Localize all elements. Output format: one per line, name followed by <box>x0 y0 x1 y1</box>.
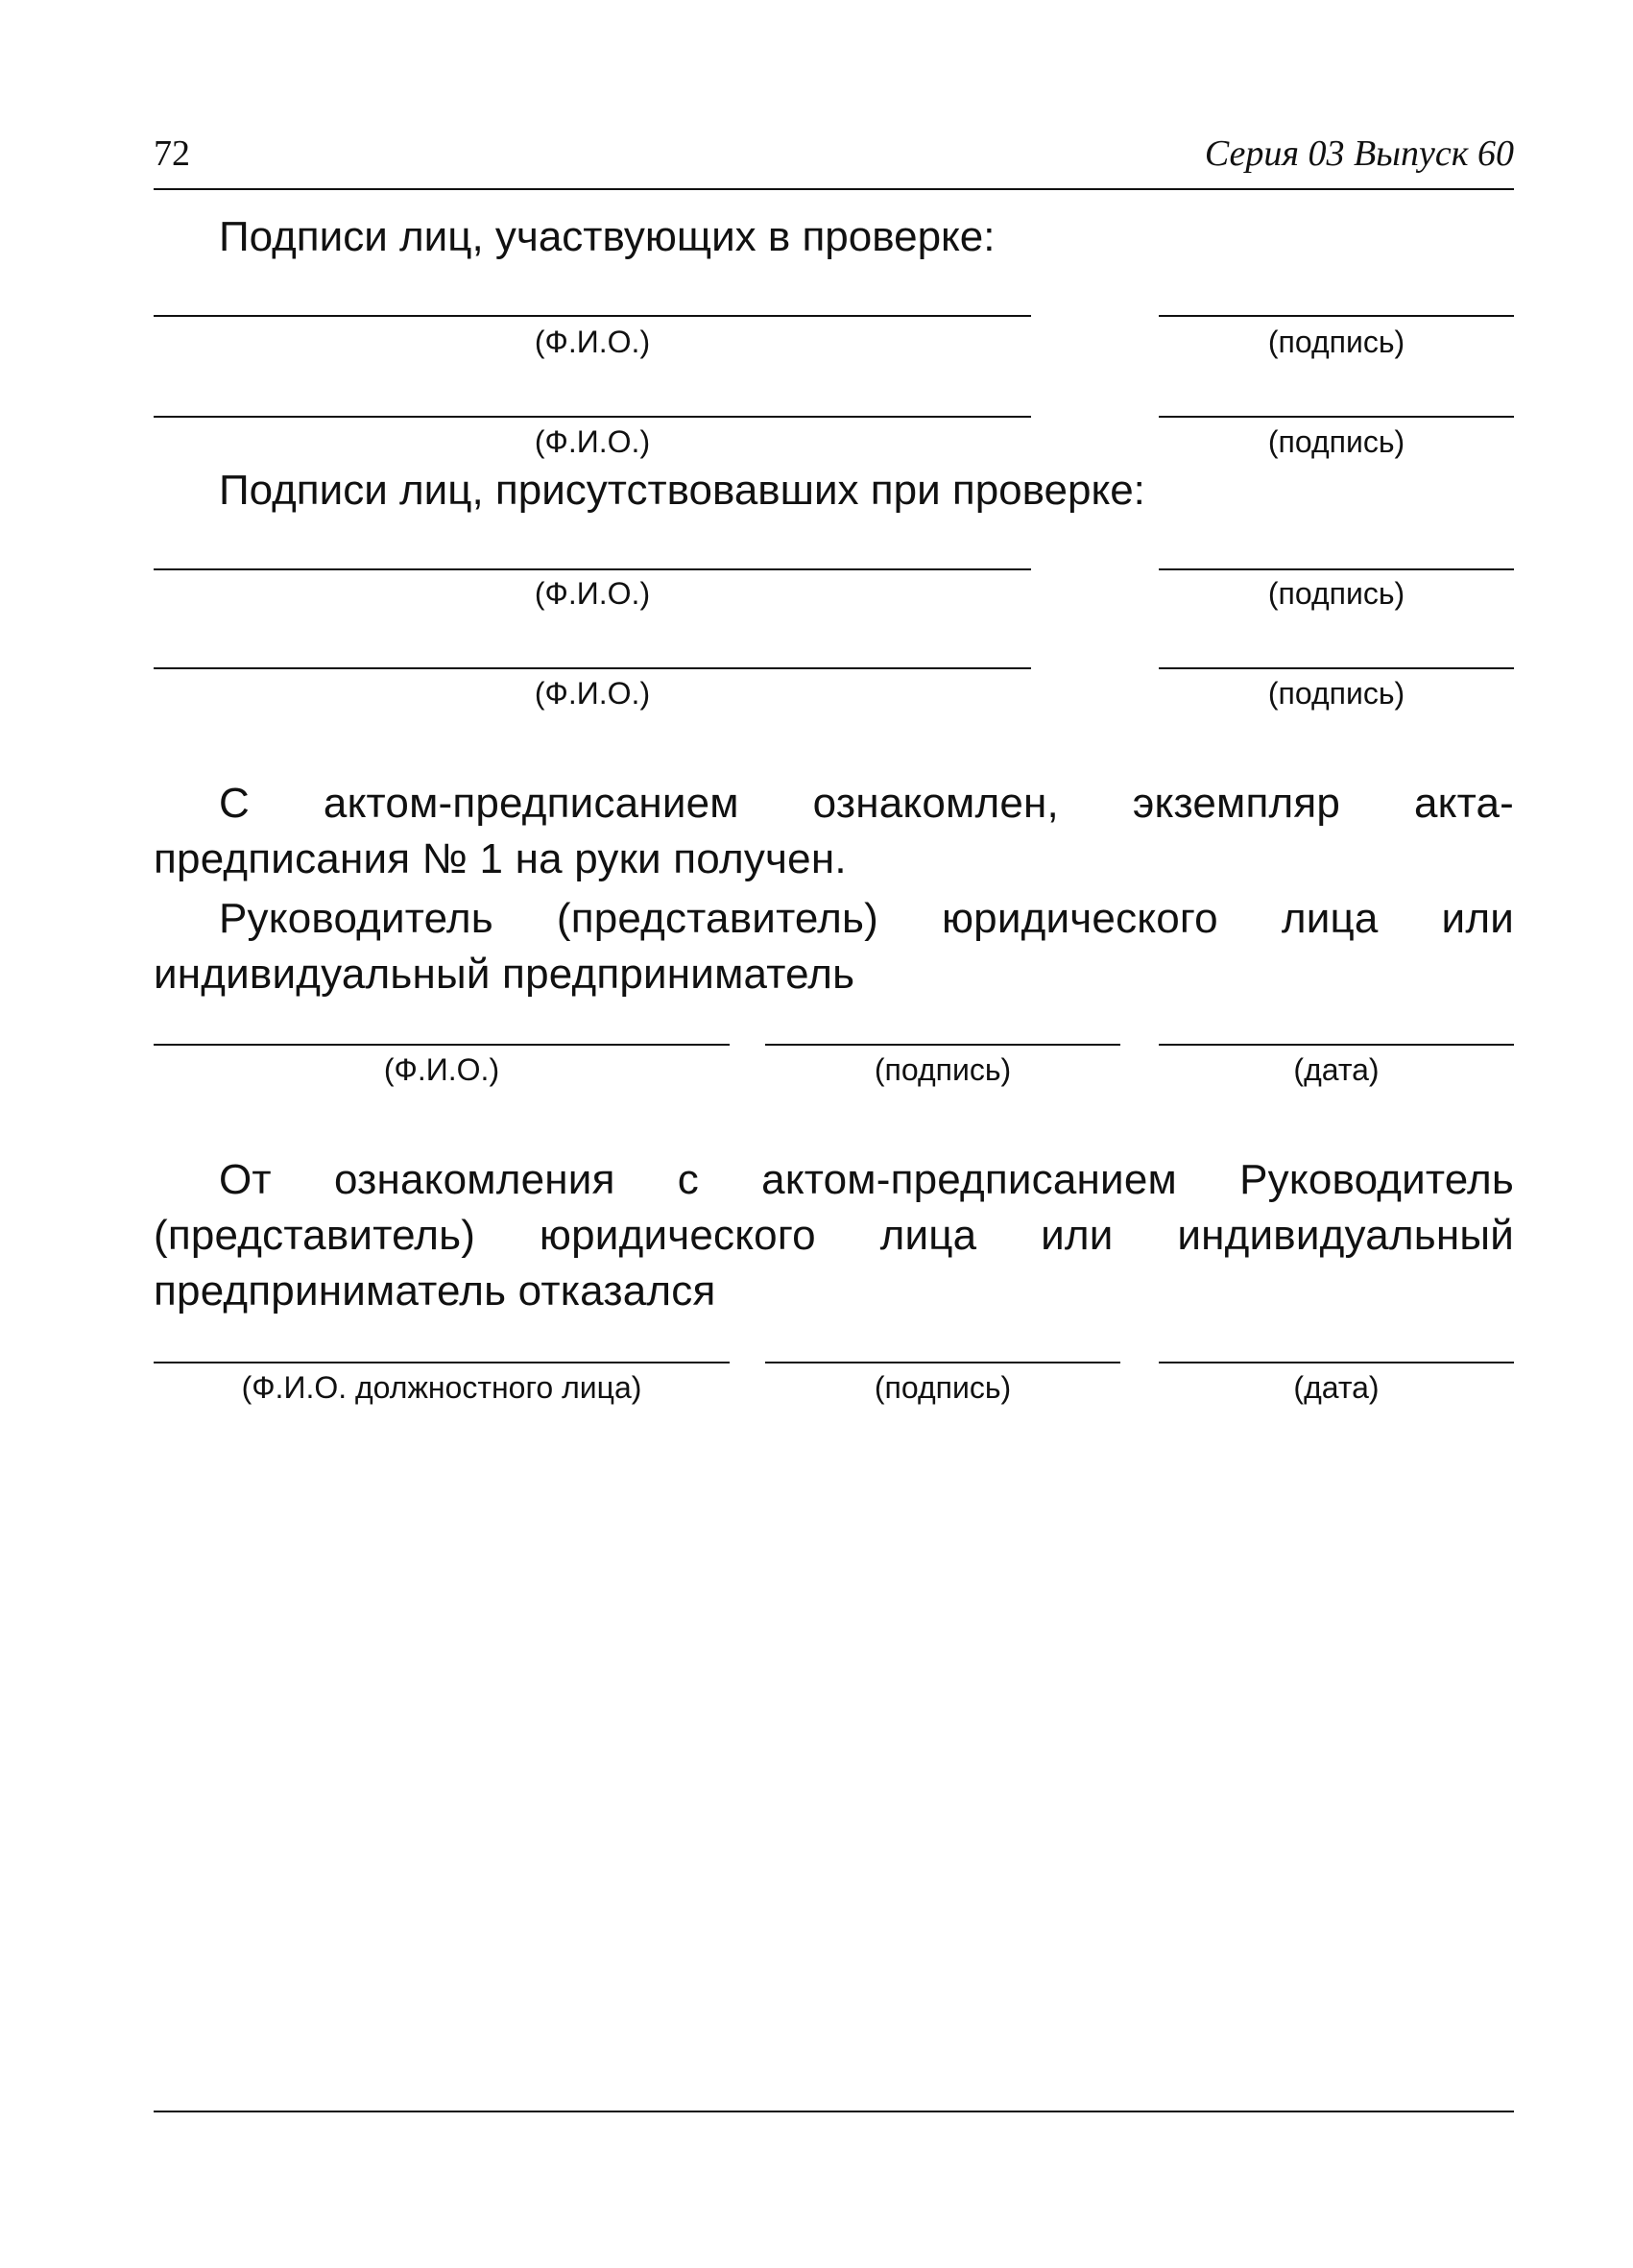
participants-heading: Подписи лиц, участвующих в проверке: <box>219 213 996 260</box>
name-signature-line <box>154 416 1031 418</box>
name-signature-line <box>154 667 1031 669</box>
name-caption: (Ф.И.О.) <box>383 1052 500 1087</box>
representative-paragraph <box>154 891 1514 1002</box>
signature-line <box>1159 416 1514 418</box>
signature-line <box>1159 315 1514 317</box>
date-caption: (дата) <box>1293 1052 1380 1087</box>
name-line <box>154 1044 730 1046</box>
page-header <box>154 133 1514 190</box>
signature-caption: (подпись) <box>874 1052 1012 1087</box>
name-caption: (Ф.И.О.) <box>534 676 651 711</box>
page-number: 72 <box>154 133 190 174</box>
bottom-divider <box>154 2111 1514 2112</box>
signature-caption: (подпись) <box>874 1370 1012 1405</box>
refusal-paragraph <box>154 1152 1514 1319</box>
signature-caption: (подпись) <box>1267 576 1405 611</box>
signature-line <box>765 1044 1120 1046</box>
representative-text: Руководитель (представитель) юридического лица или индивидуальный предприниматель <box>154 895 1514 998</box>
acknowledgement-text: С актом-предписанием ознакомлен, экземпляр акта-предписания № 1 на руки получен. <box>154 780 1514 882</box>
refusal-text: От ознакомления с актом-предписанием Руководитель (представитель) юридического лица или индивидуальный предприниматель отказался <box>154 1156 1514 1315</box>
name-signature-line <box>154 315 1031 317</box>
name-caption: (Ф.И.О.) <box>534 424 651 459</box>
date-line <box>1159 1044 1514 1046</box>
signature-line <box>1159 568 1514 570</box>
signature-line <box>1159 667 1514 669</box>
name-caption: (Ф.И.О.) <box>534 325 651 359</box>
present-heading: Подписи лиц, присутствовавших при проверке: <box>219 467 1145 514</box>
name-caption: (Ф.И.О.) <box>534 576 651 611</box>
signature-caption: (подпись) <box>1267 325 1405 359</box>
signature-line <box>765 1362 1120 1363</box>
date-caption: (дата) <box>1293 1370 1380 1405</box>
signature-caption: (подпись) <box>1267 676 1405 711</box>
official-name-caption: (Ф.И.О. должностного лица) <box>241 1370 642 1405</box>
signature-caption: (подпись) <box>1267 424 1405 459</box>
official-name-line <box>154 1362 730 1363</box>
name-signature-line <box>154 568 1031 570</box>
date-line <box>1159 1362 1514 1363</box>
acknowledgement-paragraph <box>154 776 1514 887</box>
series-label: Серия 03 Выпуск 60 <box>1204 133 1514 174</box>
